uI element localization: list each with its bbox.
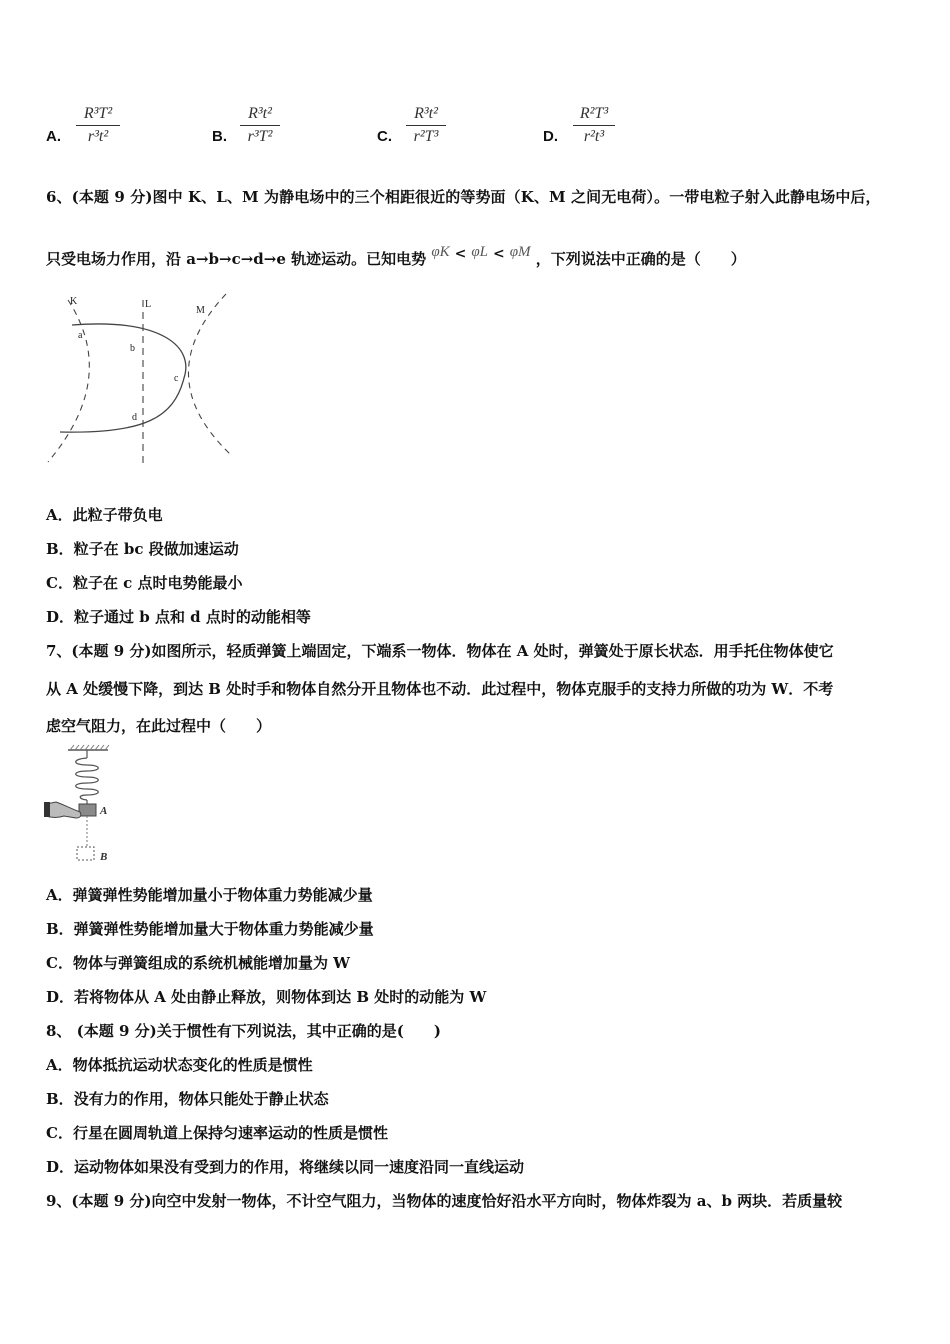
- q5-option-d-numerator: R²T³: [579, 105, 609, 122]
- q5-option-b-label: B.: [212, 128, 227, 145]
- q7-option-d: D．若将物体从 A 处由静止释放，则物体到达 B 处时的动能为 W: [46, 988, 487, 1006]
- label-b: B: [100, 851, 108, 863]
- equipotential-m-curve: [188, 294, 230, 454]
- q5-option-a-label: A.: [46, 128, 61, 145]
- q8-stem: 8、 (本题 9 分)关于惯性有下列说法，其中正确的是( ): [46, 1022, 441, 1040]
- q7-stem-line1: 7、(本题 9 分)如图所示，轻质弹簧上端固定，下端系一物体．物体在 A 处时，弹簧处于原长状态．用手托住物体使它: [46, 642, 834, 660]
- q5-option-b-numerator: R³t²: [248, 105, 272, 122]
- q8-option-a: A．物体抵抗运动状态变化的性质是惯性: [46, 1056, 313, 1074]
- q8-option-b: B．没有力的作用，物体只能处于静止状态: [46, 1090, 329, 1108]
- label-a: a: [78, 330, 83, 341]
- q7-spring-figure: [42, 744, 132, 866]
- q6-stem-line1: 6、(本题 9 分)图中 K、L、M 为静电场中的三个相距很近的等势面（K、M 之间无电荷）。一带电粒子射入此静电场中后，: [46, 188, 881, 206]
- q6-potential-k: φK: [431, 244, 450, 260]
- sleeve: [44, 802, 50, 817]
- q6-stem-line2-text-a: 只受电场力作用，沿 a→b→c→d→e 轨迹运动。已知电势: [46, 250, 427, 268]
- q6-potential-m: φM: [509, 244, 531, 260]
- q5-option-d-label: D.: [543, 128, 558, 145]
- q7-option-b: B．弹簧弹性势能增加量大于物体重力势能减少量: [46, 920, 374, 938]
- q5-option-b-fraction: [240, 104, 280, 147]
- q9-stem: 9、(本题 9 分)向空中发射一物体，不计空气阻力，当物体的速度恰好沿水平方向时，物体炸裂为 a、b 两块．若质量较: [46, 1192, 843, 1210]
- label-a: A: [100, 805, 108, 817]
- q7-stem-line3: 虑空气阻力，在此过程中（ ）: [46, 717, 272, 735]
- q6-option-a: A．此粒子带负电: [46, 506, 163, 524]
- q5-option-c-numerator: R³t²: [414, 105, 438, 122]
- label-m: M: [196, 305, 205, 316]
- q6-option-d: D．粒子通过 b 点和 d 点时的动能相等: [46, 608, 311, 626]
- label-k: K: [70, 296, 78, 307]
- q5-option-b-denominator: r³T²: [247, 128, 273, 145]
- q6-option-b: B．粒子在 bc 段做加速运动: [46, 540, 239, 558]
- q5-option-a-denominator: r³t²: [87, 128, 109, 145]
- q6-stem-line2-text-b: ，下列说法中正确的是（ ）: [535, 250, 746, 268]
- q7-option-c: C．物体与弹簧组成的系统机械能增加量为 W: [46, 954, 351, 972]
- q7-stem-line2: 从 A 处缓慢下降，到达 B 处时手和物体自然分开且物体也不动．此过程中，物体克服手的支持力所做的功为 W．不考: [46, 680, 834, 698]
- q6-less-than-1: <: [454, 246, 467, 262]
- q5-option-a-numerator: R³T²: [83, 105, 113, 122]
- block-b: [77, 847, 94, 860]
- q5-option-c-fraction: [406, 104, 446, 147]
- q5-option-c-label: C.: [377, 128, 392, 145]
- q5-option-c-denominator: r²T³: [413, 128, 439, 145]
- spring-coil: [76, 758, 99, 800]
- label-d: d: [132, 412, 137, 423]
- label-c: c: [174, 373, 179, 384]
- q8-option-c: C．行星在圆周轨道上保持匀速率运动的性质是惯性: [46, 1124, 388, 1142]
- q6-option-c: C．粒子在 c 点时电势能最小: [46, 574, 243, 592]
- q5-option-a-fraction: [76, 104, 120, 147]
- label-b: b: [130, 343, 135, 354]
- q6-stem-line2: [46, 244, 746, 269]
- q6-less-than-2: <: [493, 246, 505, 262]
- q6-equipotential-figure: [44, 288, 244, 470]
- q5-option-d-fraction: [573, 104, 615, 147]
- label-l: L: [145, 299, 152, 310]
- q6-potential-l: φL: [471, 244, 489, 260]
- q5-option-d-denominator: r²t³: [583, 128, 605, 145]
- q8-option-d: D．运动物体如果没有受到力的作用，将继续以同一速度沿同一直线运动: [46, 1158, 525, 1176]
- q7-option-a: A．弹簧弹性势能增加量小于物体重力势能减少量: [46, 886, 373, 904]
- block-a: [79, 804, 96, 816]
- hand-icon: [46, 802, 81, 818]
